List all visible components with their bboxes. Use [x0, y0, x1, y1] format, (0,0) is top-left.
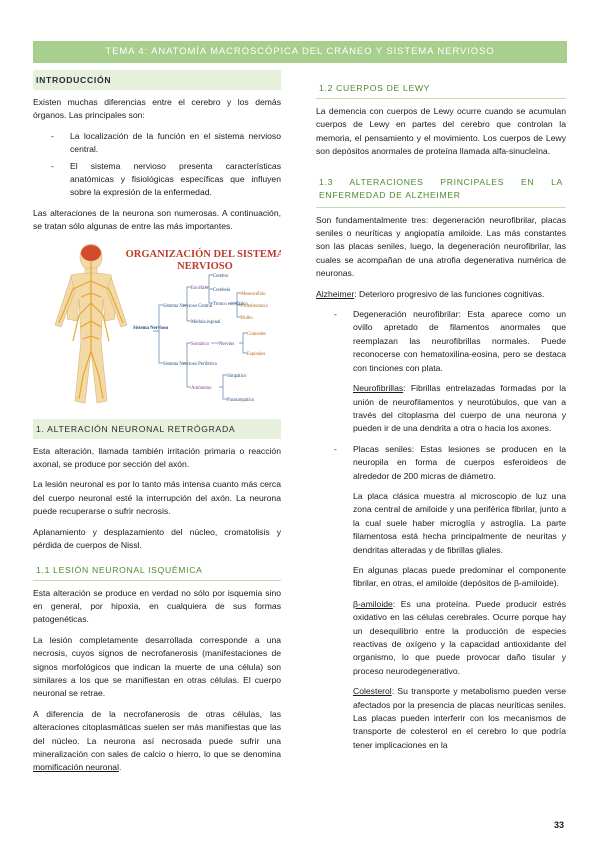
- intro-list: [33, 130, 281, 200]
- node-parasimpatico: Parasimpático: [227, 397, 255, 403]
- nervous-system-figure: [33, 241, 281, 409]
- node-autonomo: Autónomo: [191, 385, 212, 391]
- alzheimer-term: Alzheimer: [316, 288, 355, 299]
- section-1-paragraph: La lesión neuronal es por lo tanto más intensa cuanto más cerca del cuerpo neuronal esté la interrupción del axón. La neurona puede recuperarse o sufrir necrosis.: [33, 479, 281, 517]
- text-run: : Deterioro progresivo de las funciones cognitivas.: [354, 288, 545, 299]
- left-column: [33, 70, 281, 782]
- node-simpatico: Simpático: [227, 373, 247, 379]
- figure-title-line2: NERVIOSO: [177, 260, 233, 272]
- section-1-1-paragraph: [33, 708, 281, 775]
- beta-amiloide-definition: [316, 598, 566, 678]
- section-1-1-paragraph: La lesión completamente desarrollada corresponde a una necrosis, cuyos signos de necrofanerosis (manifestaciones de signos morfológicos que indican la muerte de una célula) son similares a los que se manifiestan en otras células. El cuerpo neuronal se retrae.: [33, 634, 281, 699]
- text-run: .: [118, 762, 122, 773]
- text-run: : Es una proteína. Puede producir estrés oxidativo en las células cerebrales. Ocurre porque hay un desequilibrio entre la producción de especies reactivas de oxígeno y la capacidad antioxidante del organismo, lo que puede provocar daño tisular y proceso neurodegenerativo.: [353, 598, 566, 676]
- neurofibrillas-term: Neurofibrillas: [353, 383, 404, 394]
- intro-heading: INTRODUCCIÓN: [33, 70, 281, 90]
- brain-icon: [81, 245, 101, 261]
- list-item: - Placas seniles: Estas lesiones se producen en la neuropila en forma de cuerpos esferoideos de alrededor de 200 micras de diámetro.: [316, 443, 566, 483]
- node-sistema-nervioso: Sistema Nervioso: [133, 325, 169, 331]
- section-1-paragraph: Aplanamiento y desplazamiento del núcleo, cromatolisis y pérdida de cuerpos de Nissl.: [33, 526, 281, 551]
- text-run: : Su transporte y metabolismo pueden verse afectados por la presencia de placas neuríticas seniles. Las placas pueden interferir con los mecanismos de transporte de colesterol en el cerebro lo que podría tener implicaciones en la: [353, 686, 566, 750]
- node-cerebro: Cerebro: [213, 273, 229, 279]
- right-column: [316, 70, 566, 759]
- node-bulbo: Bulbo: [241, 315, 253, 321]
- section-1-1-paragraph: Esta alteración se produce en verdad no sólo por isquemia sino en general, por hipoxia, en cualquiera de sus formas patogenéticas.: [33, 587, 281, 625]
- alzheimer-list-2: [316, 443, 566, 483]
- node-protuberancia: Protuberancia: [241, 303, 268, 309]
- section-1-heading: 1. ALTERACIÓN NEURONAL RETRÓGRADA: [33, 419, 281, 439]
- neurofibrillas-definition: [316, 382, 566, 436]
- node-snc: Sistema Nervioso Central: [163, 303, 213, 309]
- alzheimer-definition: [316, 288, 566, 301]
- text-run: A diferencia de la necrofanerosis de otras células, las alteraciones citoplasmáticas suelen ser más manifiestas que las del núcleo. La neurona así necrosada puede sufrir una mineralización con sales de calcio o hierro, lo que se denomina: [33, 708, 281, 759]
- alzheimer-list: [316, 308, 566, 375]
- node-snp: Sistema Nervioso Periférico: [163, 361, 218, 367]
- topic-banner: TEMA 4: ANATOMÍA MACROSCÓPICA DEL CRÁNEO Y SISTEMA NERVIOSO: [33, 41, 567, 63]
- section-1-3-paragraph: Son fundamentalmente tres: degeneración neurofibrilar, placas seniles o neuríticas y angiopatía amiloide. Las más constantes son las placas seniles, luego, la degeneración neurofibrilar, las cuales se acompañan de una atrofia degenerativa numérica de neuronas.: [316, 214, 566, 279]
- colesterol-definition: [316, 685, 566, 752]
- list-item: - La localización de la función en el sistema nervioso central.: [33, 130, 281, 157]
- text-run: : Fibrillas entrelazadas formadas por la unión de neurofilamentos y neurotúbulos, que van a través del citoplasma del cuerpo de una neurona y pueden ir de una dendrita a otra o hacia los axones.: [353, 383, 566, 434]
- list-item: - Degeneración neurofibrilar: Esta aparece como un ovillo apretado de filamentos anormales que reemplazan las neurofibrillas normales. Puede reconocerse con hematoxilina-eosina, pero se destaca con tinciones con plata.: [316, 308, 566, 375]
- page-number: 33: [553, 820, 564, 830]
- node-medula: Médula espinal: [191, 319, 221, 325]
- section-1-1-heading: 1.1 LESIÓN NEURONAL ISQUÉMICA: [33, 560, 281, 581]
- node-espinales: Espinales: [247, 351, 266, 357]
- section-1-3-heading: 1.3 ALTERACIONES PRINCIPALES EN LA ENFERMEDAD DE ALZHEIMER: [316, 171, 566, 208]
- node-encefalo: Encéfalo: [191, 285, 209, 291]
- section-1-2-heading: 1.2 CUERPOS DE LEWY: [316, 78, 566, 99]
- momificacion-term: momificación neuronal: [33, 762, 119, 773]
- colesterol-term: Colesterol: [353, 686, 392, 697]
- intro-paragraph-2: Las alteraciones de la neurona son numerosas. A continuación, se tratan sólo algunas de entre las más importantes.: [33, 207, 281, 232]
- list-item: - El sistema nervioso presenta características anatómicas y fisiológicas específicas que influyen sobre la expresión de la enfermedad.: [33, 160, 281, 200]
- placa-paragraph: La placa clásica muestra al microscopio de luz una zona central de amiloide y una periférica fibrilar, junto a la cual suele haber microglía y astroglía. La parte filamentosa está hecha principalmente de neuritas y dendritas alteradas y de fibrillas gliales.: [353, 490, 566, 555]
- section-1-2-paragraph: La demencia con cuerpos de Lewy ocurre cuando se acumulan cuerpos de Lewy en partes del cerebro que controlan la memoria, el pensamiento y el movimiento. Los cuerpos de Lewy son depósitos anormales de proteína llamada alfa-sinucleína.: [316, 106, 566, 157]
- node-tronco: Tronco encefálico: [213, 301, 248, 307]
- intro-paragraph: Existen muchas diferencias entre el cerebro y los demás órganos. Las principales son:: [33, 97, 281, 121]
- figure-title: ORGANIZACIÓN DEL SISTEMA: [125, 248, 281, 260]
- node-craneales: Craneales: [247, 331, 266, 337]
- node-mesencefalo: Mesencéfalo: [241, 291, 266, 297]
- nervous-system-illustration: [33, 241, 281, 409]
- beta-amiloide-term: β-amiloide: [353, 598, 393, 609]
- node-nervios: Nervios: [219, 341, 235, 347]
- node-somatico: Somático: [191, 341, 210, 347]
- placa-paragraph: En algunas placas puede predominar el componente fibrilar, en otras, el amiloide (depósitos de β-amiloide).: [353, 564, 566, 589]
- node-cerebelo: Cerebelo: [213, 287, 231, 293]
- section-1-paragraph: Esta alteración, llamada también irritación primaria o reacción axonal, se produce por sección del axón.: [33, 445, 281, 470]
